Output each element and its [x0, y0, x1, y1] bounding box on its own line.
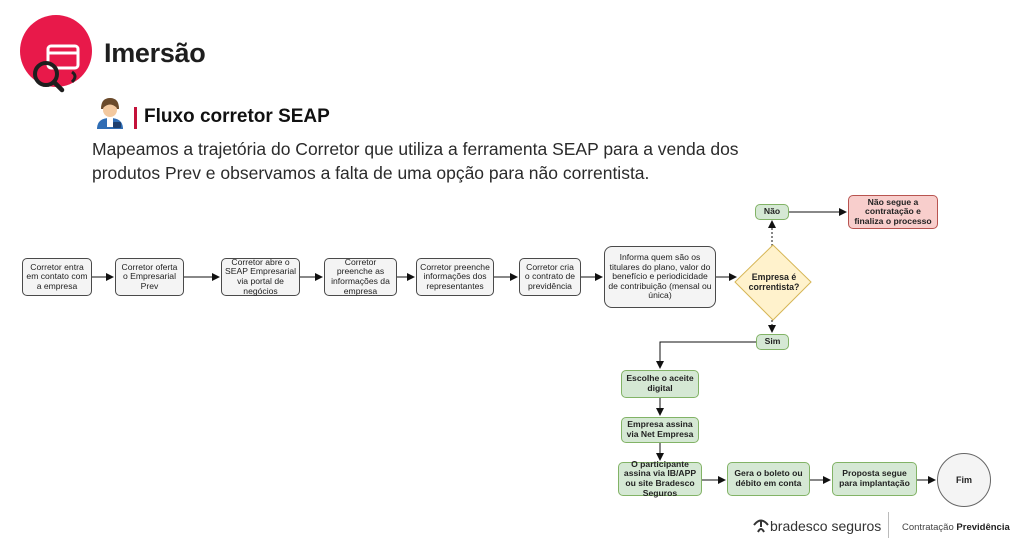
step-proposal: Proposta segue para implantação: [832, 462, 917, 496]
footer-section-bold: Previdência: [956, 522, 1010, 533]
step-offer-prev: Corretor oferta o Empresarial Prev: [115, 258, 184, 296]
step-create-contract: Corretor cria o contrato de previdência: [519, 258, 581, 296]
step-digital-accept: Escolhe o aceite digital: [621, 370, 699, 398]
footer-brand: bradesco seguros: [770, 518, 882, 534]
end-node: Fim: [937, 453, 991, 507]
footer-section: [902, 522, 1010, 533]
step-open-seap: Corretor abre o SEAP Empresarial via portal de negócios: [221, 258, 300, 296]
step-representatives-info: Corretor preenche informações dos representantes: [416, 258, 494, 296]
step-company-info: Corretor preenche as informações da empresa: [324, 258, 397, 296]
step-billing: Gera o boleto ou débito em conta: [727, 462, 810, 496]
no-branch-label: Não: [755, 204, 789, 220]
yes-branch-label: Sim: [756, 334, 789, 350]
description-text: Mapeamos a trajetória do Corretor que utiliza a ferramenta SEAP para a venda dos produtos Prev e observamos a falta de uma opção para não correntista.: [92, 139, 739, 183]
footer-divider: [888, 512, 889, 538]
page-title: Imersão: [104, 38, 206, 68]
step-contact-company: Corretor entra em contato com a empresa: [22, 258, 92, 296]
step-not-continue: Não segue a contratação e finaliza o processo: [848, 195, 938, 229]
decision-label: Empresa é correntista?: [748, 272, 800, 292]
section-subtitle: Fluxo corretor SEAP: [144, 106, 330, 127]
step-participant-sign: O participante assina via IB/APP ou site Bradesco Seguros: [618, 462, 702, 496]
step-company-sign: Empresa assina via Net Empresa: [621, 417, 699, 443]
step-plan-holders: Informa quem são os titulares do plano, valor do benefício e periodicidade de contribuição (mensal ou única): [604, 246, 716, 308]
footer-section-label: Contratação: [902, 522, 954, 533]
bradesco-logo-icon: [752, 517, 770, 533]
